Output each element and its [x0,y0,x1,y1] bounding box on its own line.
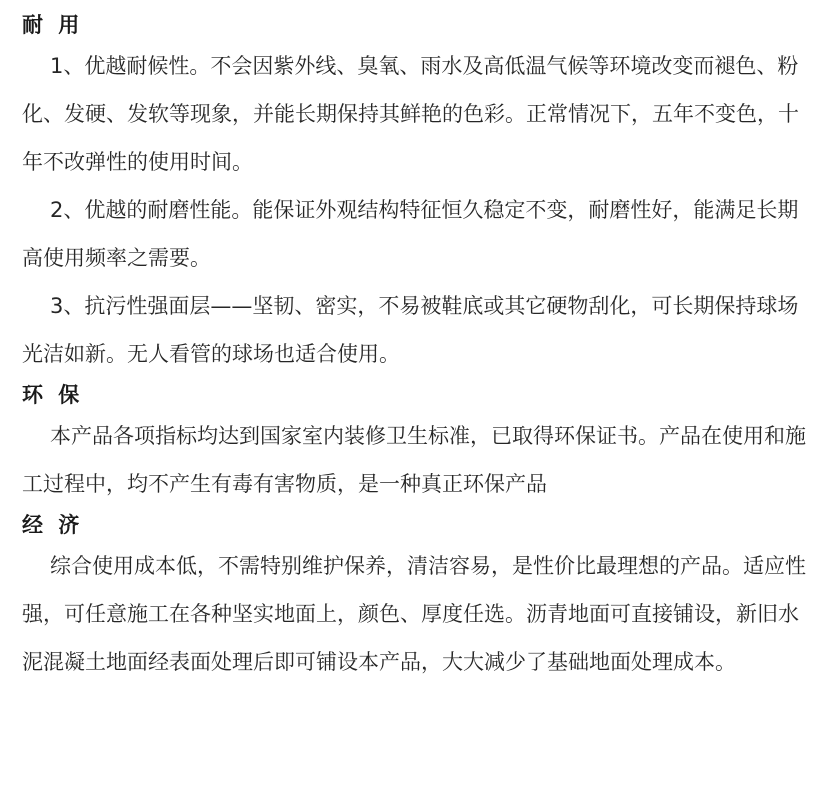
section-heading-eco: 环 保 [22,383,84,407]
paragraph-durable-1: 1、优越耐候性。不会因紫外线、臭氧、雨水及高低温气候等环境改变而褪色、粉化、发硬、发软等现象，并能长期保持其鲜艳的色彩。正常情况下，五年不变色，十年不改弹性的使用时间。 [22,54,799,174]
section-economy [22,508,814,686]
paragraph-durable-3: 3、抗污性强面层——坚韧、密实，不易被鞋底或其它硬物刮化，可长期保持球场光洁如新。无人看管的球场也适合使用。 [22,294,799,366]
section-durable [22,8,814,378]
section-eco [22,378,814,508]
paragraph-eco-1: 本产品各项指标均达到国家室内装修卫生标准，已取得环保证书。产品在使用和施工过程中，均不产生有毒有害物质，是一种真正环保产品 [22,424,806,496]
section-heading-durable: 耐 用 [22,13,84,37]
section-heading-economy: 经 济 [22,513,84,537]
paragraph-durable-2: 2、优越的耐磨性能。能保证外观结构特征恒久稳定不变，耐磨性好，能满足长期高使用频率之需要。 [22,198,799,270]
paragraph-economy-1: 综合使用成本低，不需特别维护保养，清洁容易，是性价比最理想的产品。适应性强，可任意施工在各种坚实地面上，颜色、厚度任选。沥青地面可直接铺设，新旧水泥混凝土地面经表面处理后即可铺设本产品，大大减少了基础地面处理成本。 [22,554,806,674]
